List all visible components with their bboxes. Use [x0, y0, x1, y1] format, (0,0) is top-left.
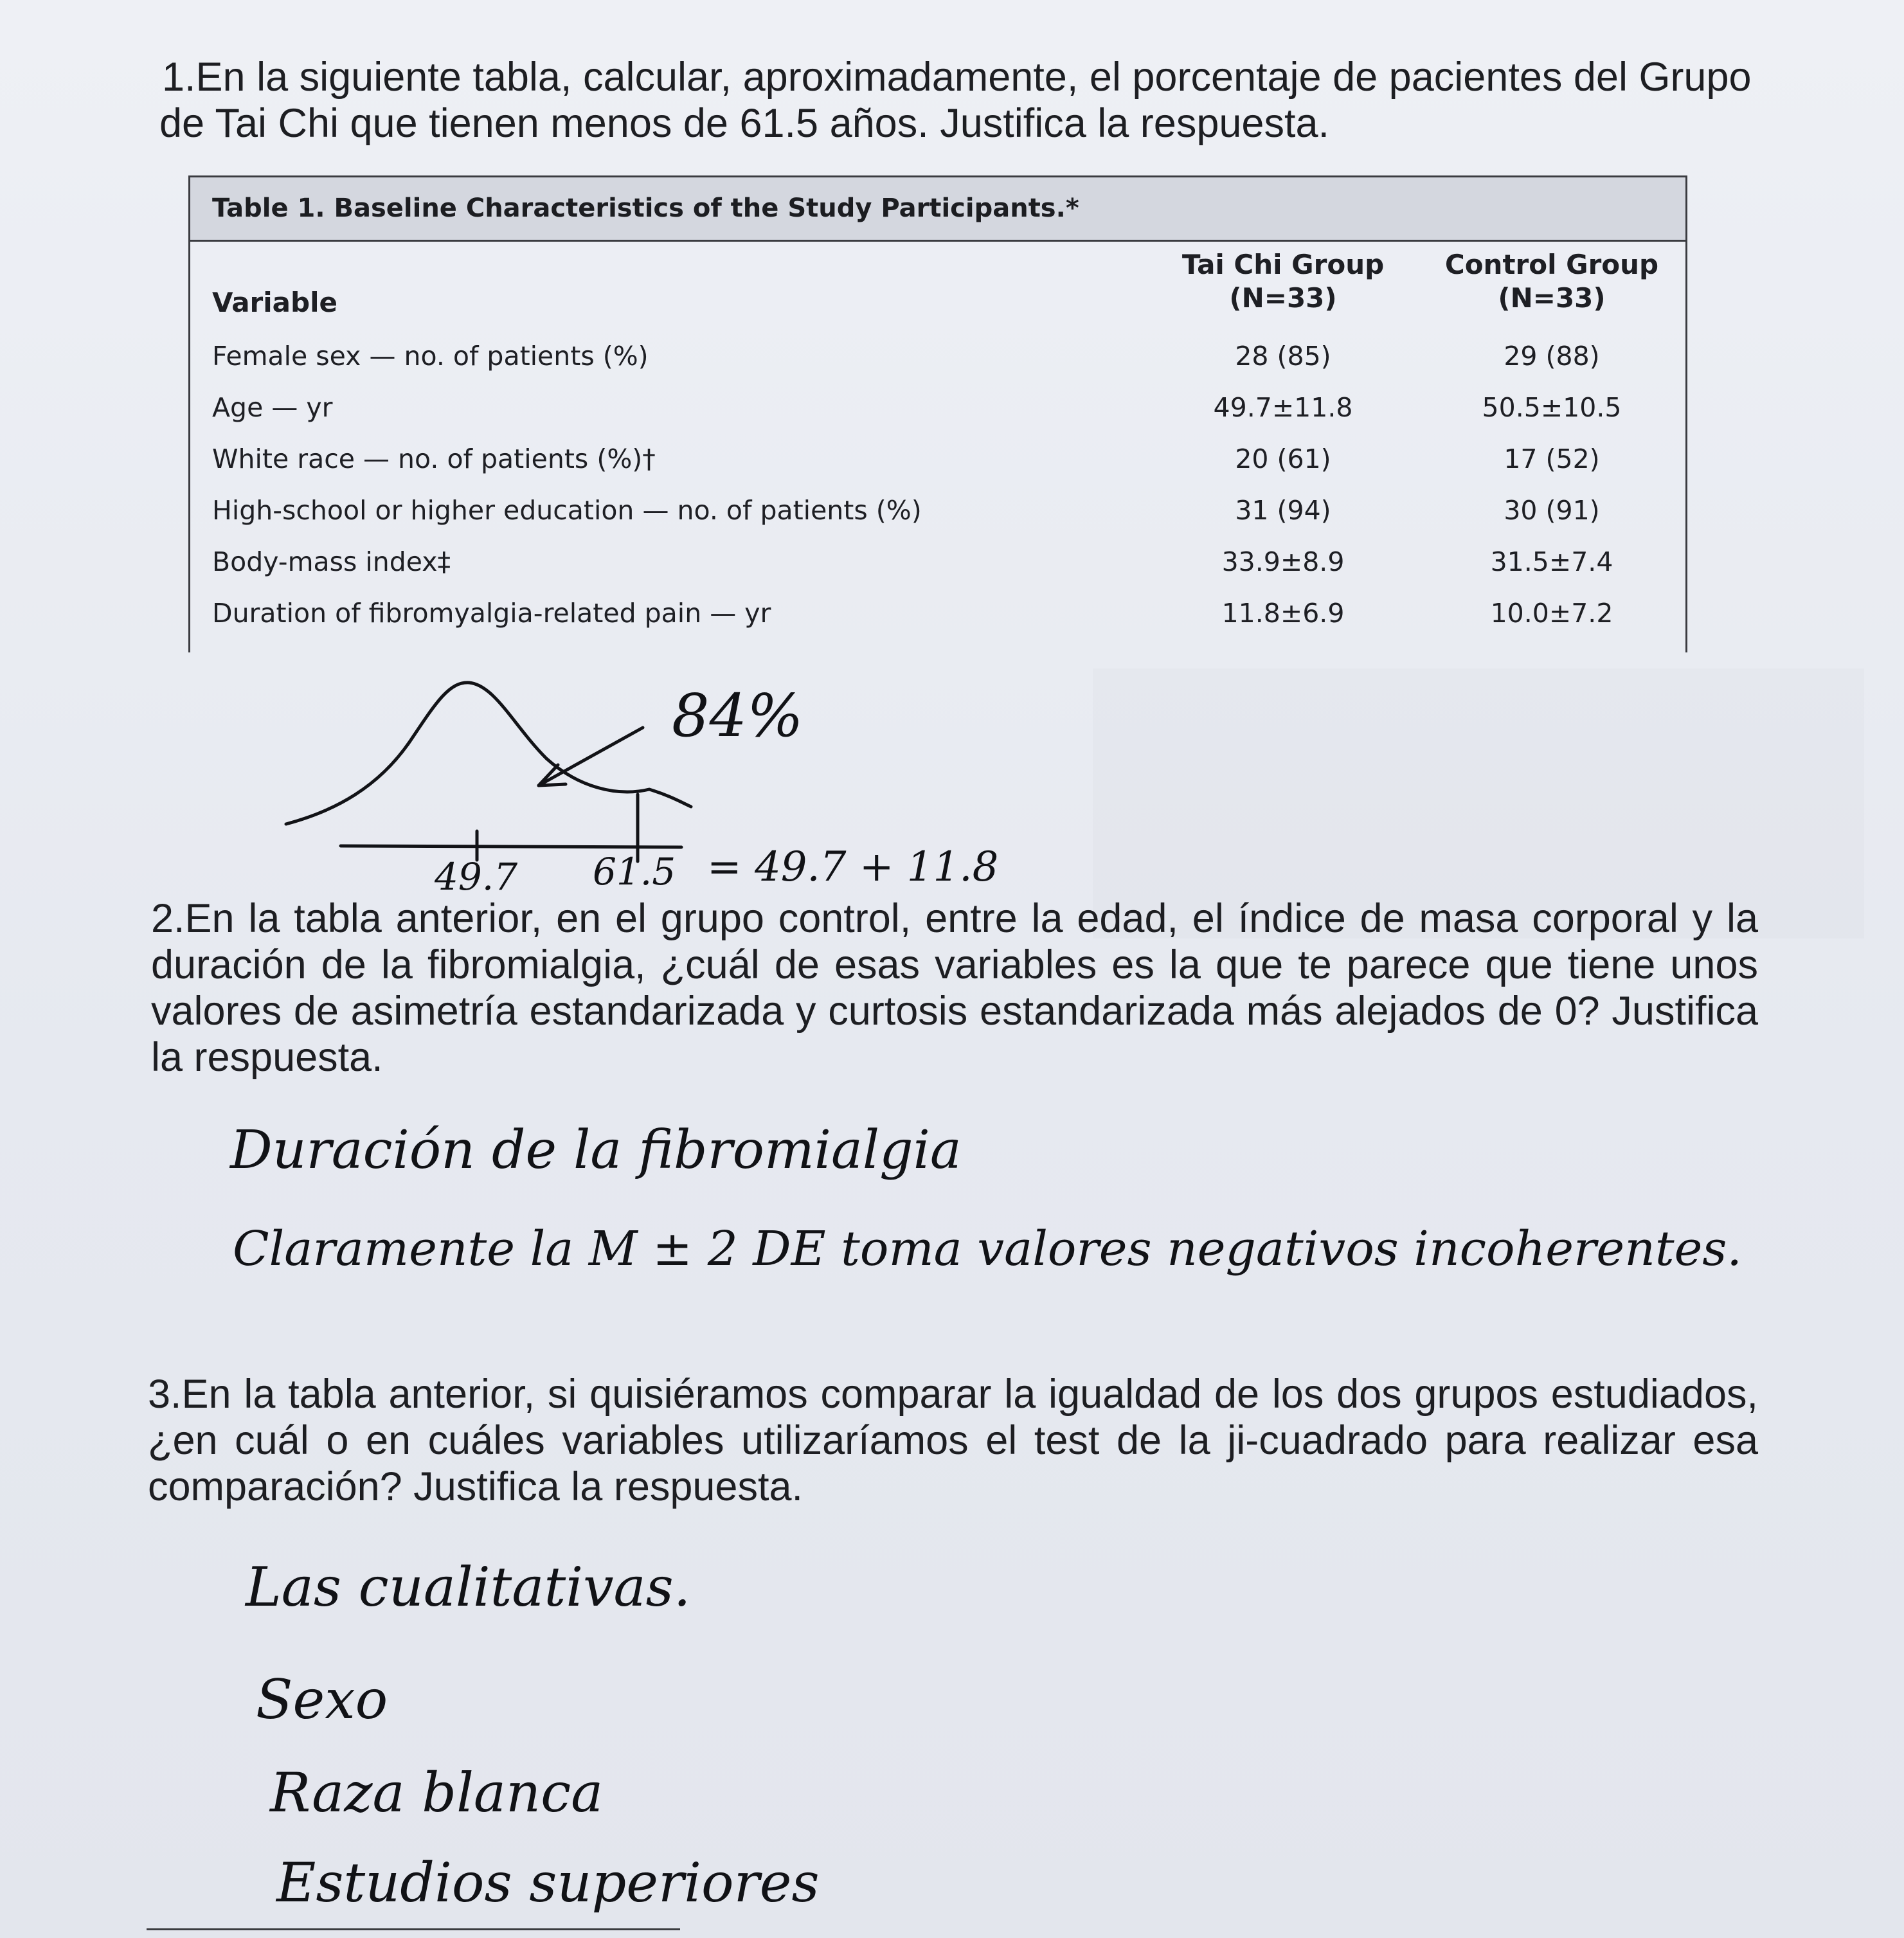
- table-caption-text: Table 1. Baseline Characteristics of the Study Participants.*: [212, 193, 1079, 223]
- row-taichi-value: 11.8±6.9: [1221, 598, 1345, 629]
- row-control-value: 10.0±7.2: [1490, 598, 1613, 629]
- answer-3-line-2: Sexo: [256, 1668, 388, 1731]
- row-control-value: 17 (52): [1504, 444, 1600, 474]
- row-label: Age — yr: [212, 392, 333, 423]
- answer-2-line-2: Claramente la M ± 2 DE toma valores negativos incoherentes.: [233, 1221, 1742, 1277]
- row-label: Female sex — no. of patients (%): [212, 341, 649, 372]
- sketch-percent-label: 84%: [672, 681, 804, 750]
- answer-3-line-4: Estudios superiores: [276, 1851, 820, 1914]
- question-1-line-1: 1.En la siguiente tabla, calcular, aproximadamente, el porcentaje de pacientes del Grupo: [162, 55, 1752, 100]
- row-label: Duration of fibromyalgia-related pain — yr: [212, 598, 771, 629]
- bell-curve: [286, 683, 691, 824]
- header-taichi-n: (N=33): [1229, 282, 1337, 314]
- answer-3-line-3: Raza blanca: [270, 1761, 604, 1824]
- row-taichi-value: 31 (94): [1235, 495, 1331, 526]
- arrow-head: [539, 765, 566, 785]
- row-taichi-value: 49.7±11.8: [1213, 392, 1353, 423]
- sketch-equation: = 49.7 + 11.8: [707, 843, 999, 891]
- arrow-shaft: [539, 728, 643, 785]
- row-taichi-value: 28 (85): [1235, 341, 1331, 372]
- row-control-value: 29 (88): [1504, 341, 1600, 372]
- axis-line: [341, 846, 681, 847]
- question-3: 3.En la tabla anterior, si quisiéramos comparar la igualdad de los dos grupos estudiados, ¿en cuál o en cuáles variables utilizaríamos el test de la ji-cuadrado para realizar esa comparación? Justifica la respuesta.: [148, 1372, 1758, 1509]
- row-taichi-value: 33.9±8.9: [1221, 546, 1345, 577]
- bottom-rule: [147, 1928, 680, 1930]
- header-control-n: (N=33): [1498, 282, 1606, 314]
- header-control-name: Control Group: [1444, 249, 1659, 280]
- header-taichi-name: Tai Chi Group: [1181, 249, 1385, 280]
- question-1-line-2: de Tai Chi que tienen menos de 61.5 años. Justifica la respuesta.: [159, 101, 1329, 146]
- row-taichi-value: 20 (61): [1235, 444, 1331, 474]
- question-2: 2.En la tabla anterior, en el grupo control, entre la edad, el índice de masa corporal y la duración de la fibromialgia, ¿cuál de esas variables es la que te parece que tiene unos valores de asimetría estandarizada y curtosis estandarizada más alejados de 0? Justifica la respuesta.: [151, 896, 1758, 1080]
- sketch-tick-right-label: 61.5: [593, 850, 676, 893]
- row-control-value: 30 (91): [1504, 495, 1600, 526]
- header-variable: Variable: [212, 287, 337, 318]
- row-control-value: 31.5±7.4: [1490, 546, 1613, 577]
- row-label: High-school or higher education — no. of patients (%): [212, 495, 922, 526]
- answer-2-line-1: Duración de la fibromialgia: [230, 1120, 962, 1181]
- sketch-tick-left-label: 49.7: [435, 855, 518, 899]
- row-label: White race — no. of patients (%)†: [212, 444, 656, 474]
- answer-3-line-1: Las cualitativas.: [246, 1556, 691, 1619]
- row-label: Body-mass index‡: [212, 546, 451, 577]
- row-control-value: 50.5±10.5: [1482, 392, 1622, 423]
